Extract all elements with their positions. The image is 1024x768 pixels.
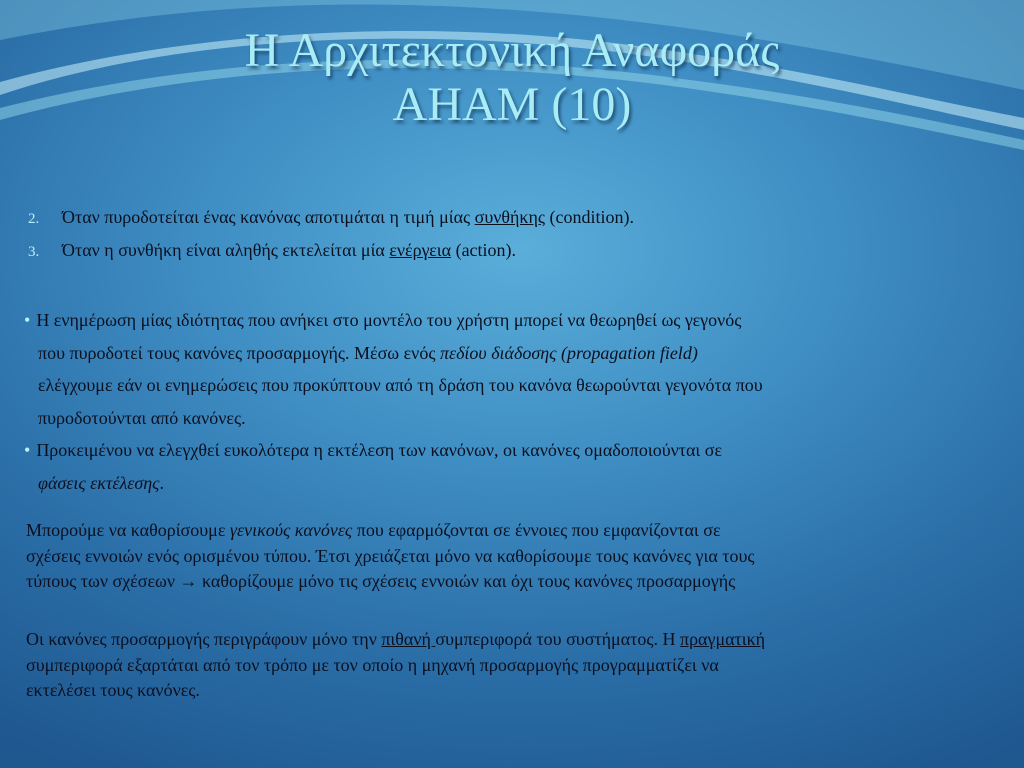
term-action: ενέργεια (389, 240, 452, 260)
bullet-dot: • (24, 440, 31, 460)
paragraph-behavior (26, 627, 986, 704)
bullet-item-phases (24, 434, 984, 499)
slide-title-line1: Η Αρχιτεκτονική Αναφοράς (244, 24, 780, 77)
bullet-text: Η ενημέρωση μίας ιδιότητας που ανήκει στο μοντέλο του χρήστη μπορεί να θεωρηθεί ως γεγονός (36, 310, 742, 330)
item-text: Όταν η συνθήκη είναι αληθής εκτελείται μία (62, 240, 390, 260)
bullet-text-end: . (159, 472, 164, 493)
para-text: σχέσεις εννοιών ενός ορισμένου τύπου. Έτσι χρειάζεται μόνο να καθορίσουμε τους κανόνες για τους (26, 545, 755, 566)
numbered-item-2 (28, 206, 634, 230)
item-text-end: (condition). (545, 207, 635, 227)
term-execution-phases: φάσεις εκτέλεσης (38, 472, 160, 493)
para-text: που εφαρμόζονται σε έννοιες που εμφανίζονται σε (352, 520, 721, 540)
para-text: συμπεριφορά εξαρτάται από τον τρόπο με τον οποίο η μηχανή προσαρμογής προγραμματίζει να (26, 654, 719, 675)
para-text: Οι κανόνες προσαρμογής περιγράφουν μόνο την (26, 629, 382, 649)
slide-title-line2: AHAM (10) (392, 78, 632, 131)
para-text: εκτελέσει τους κανόνες. (26, 680, 200, 700)
item-text: Όταν πυροδοτείται ένας κανόνας αποτιμάται η τιμή μίας (62, 207, 475, 227)
item-number: 3. (28, 244, 40, 260)
term-actual: πραγματική (679, 629, 766, 649)
bullet-text: πυροδοτούνται από κανόνες. (38, 407, 246, 428)
bullet-dot: • (24, 310, 31, 330)
term-condition: συνθήκης (474, 207, 546, 227)
bullet-list (24, 304, 984, 499)
para-text: Μπορούμε να καθορίσουμε (26, 520, 230, 540)
term-generic-rules: γενικούς κανόνες (229, 520, 353, 540)
bullet-item-propagation (24, 304, 984, 434)
para-text: συμπεριφορά του συστήματος. Η (435, 629, 680, 649)
bullet-text: Προκειμένου να ελεγχθεί ευκολότερα η εκτέλεση των κανόνων, οι κανόνες ομαδοποιούνται σε (36, 440, 723, 460)
bullet-text: ελέγχουμε εάν οι ενημερώσεις που προκύπτουν από τη δράση του κανόνα θεωρούνται γεγονότα που (38, 375, 763, 395)
item-text-end: (action). (451, 240, 517, 260)
term-possible: πιθανή (381, 629, 436, 649)
para-text: τύπους των σχέσεων → καθορίζουμε μόνο τις σχέσεις εννοιών και όχι τους κανόνες προσαρμογής (26, 571, 736, 591)
paragraph-generic-rules (26, 518, 986, 595)
item-number: 2. (28, 211, 40, 227)
numbered-item-3 (28, 239, 516, 263)
bullet-text: που πυροδοτεί τους κανόνες προσαρμογής. Μέσω ενός (38, 342, 440, 363)
term-propagation-field: πεδίου διάδοσης (propagation field) (439, 342, 698, 363)
